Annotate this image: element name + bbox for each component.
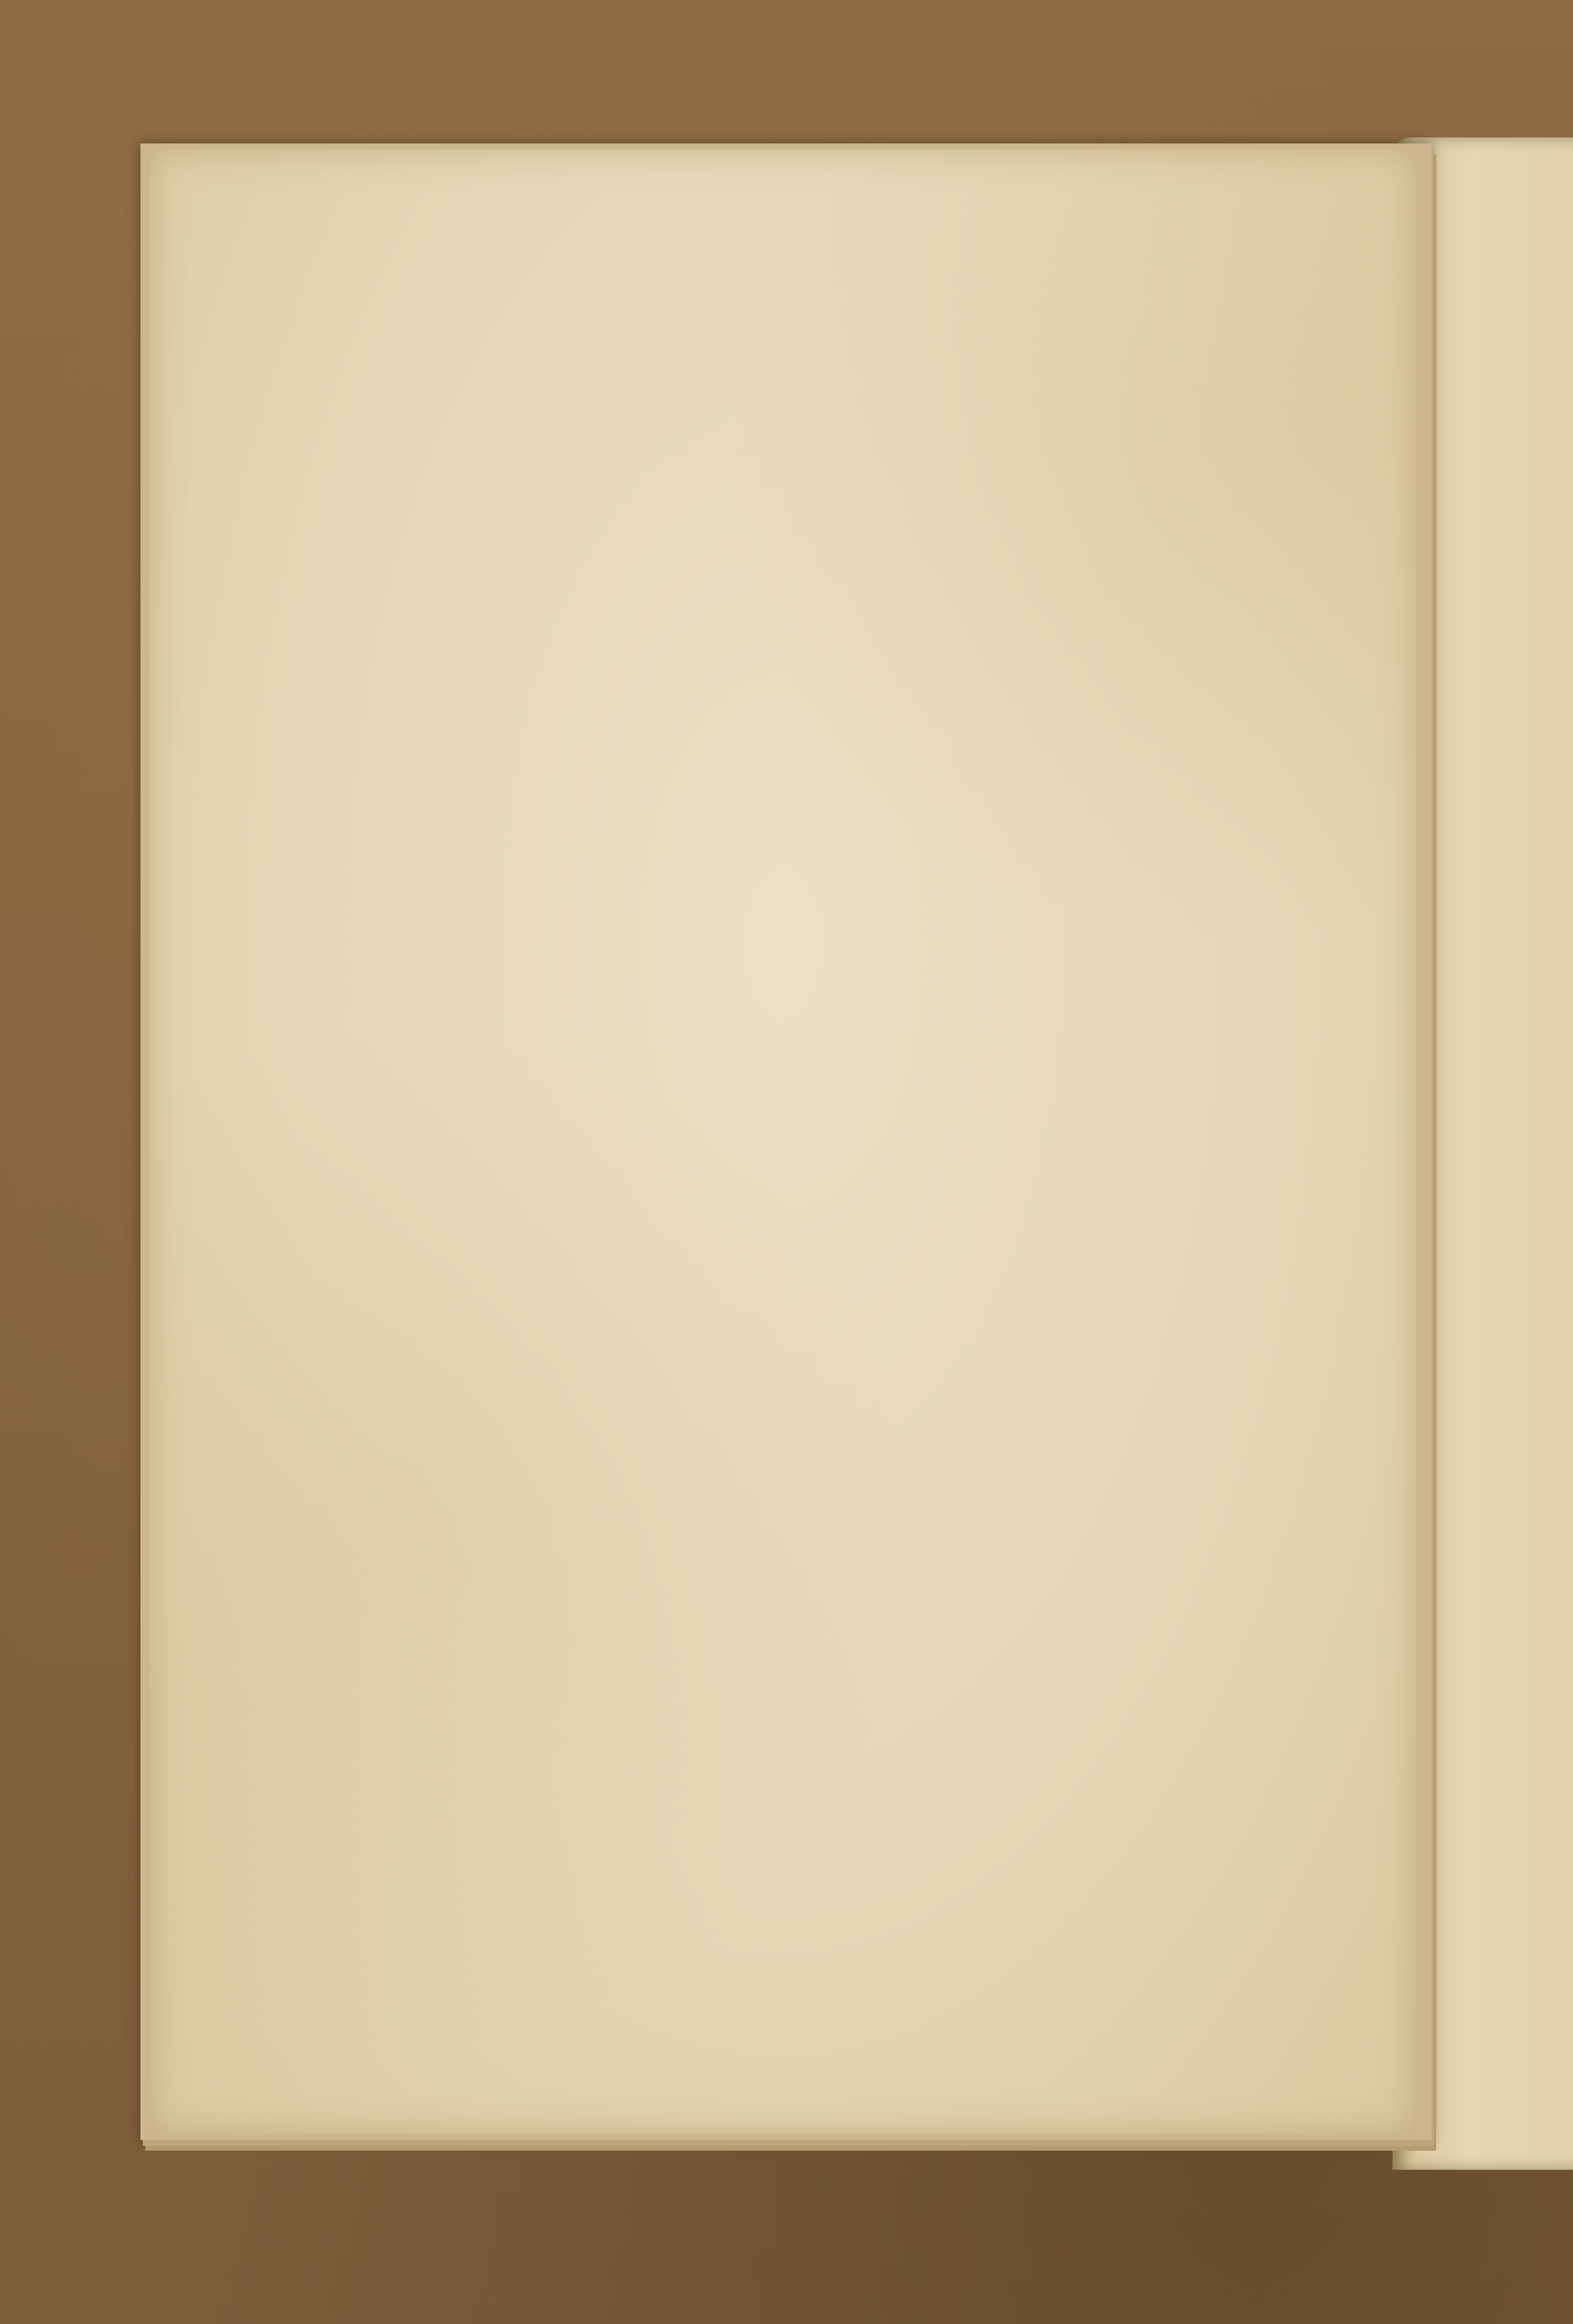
book-page (149, 149, 1416, 2134)
